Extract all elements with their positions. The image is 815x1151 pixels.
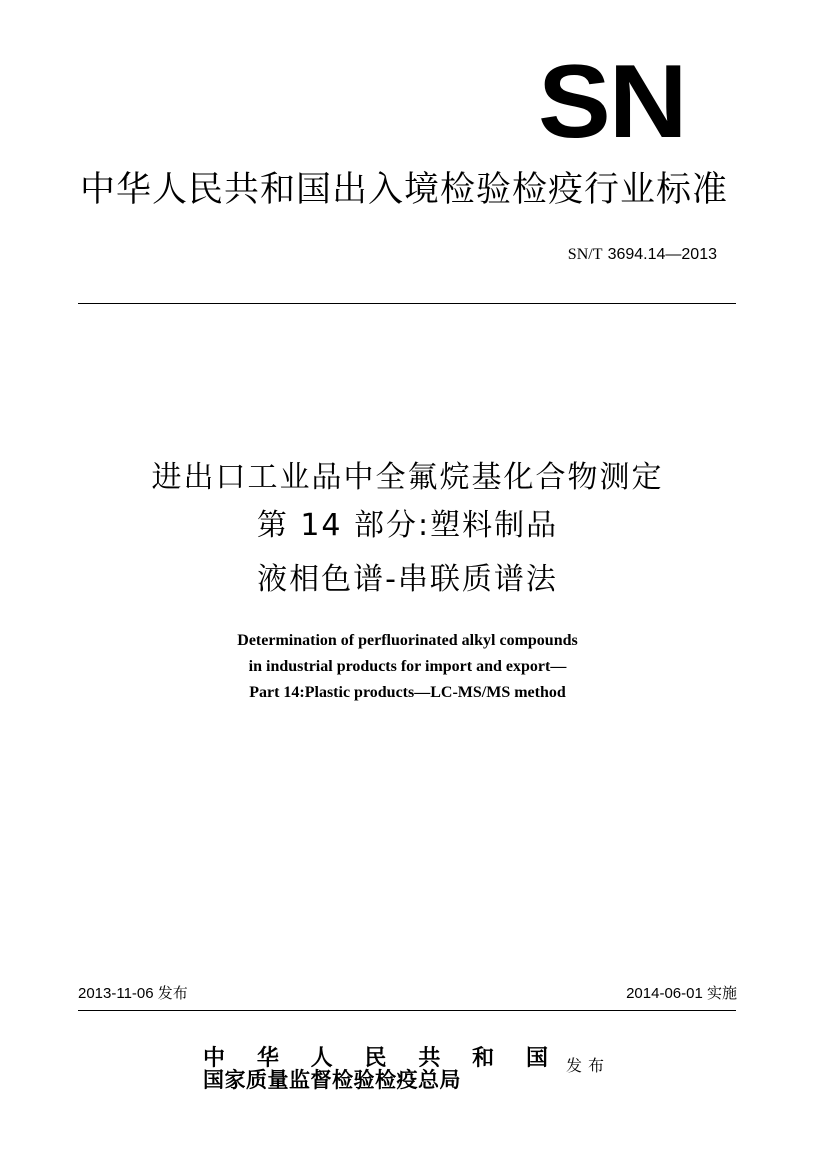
publish-label: 发布 xyxy=(566,1056,611,1075)
issuer-agency: 国家质量监督检验检疫总局 xyxy=(203,1067,461,1092)
bottom-divider xyxy=(78,1010,736,1011)
standard-number xyxy=(568,244,717,265)
english-title-line-3: Part 14:Plastic products—LC-MS/MS method xyxy=(249,684,566,701)
sn-logo: SN xyxy=(538,44,686,160)
english-title-line-1: Determination of perfluorinated alkyl compounds xyxy=(237,632,578,649)
english-title-line-2: in industrial products for import and export— xyxy=(248,658,567,675)
chinese-title-line-2: 第 14 部分:塑料制品 xyxy=(256,508,559,543)
standard-code: 3694.14—2013 xyxy=(607,246,717,263)
chinese-title-line-3: 液相色谱-串联质谱法 xyxy=(257,562,558,597)
issue-date: 2013-11-06 发布 xyxy=(78,985,188,1002)
issuing-authority-title: 中华人民共和国出入境检验检疫行业标准 xyxy=(80,170,729,210)
standard-prefix: SN/T xyxy=(567,246,603,263)
top-divider xyxy=(78,303,736,304)
issuer-country: 中华人民共和国 xyxy=(203,1045,548,1071)
chinese-title-line-1: 进出口工业品中全氟烷基化合物测定 xyxy=(151,460,664,495)
effective-date: 2014-06-01 实施 xyxy=(626,985,737,1002)
